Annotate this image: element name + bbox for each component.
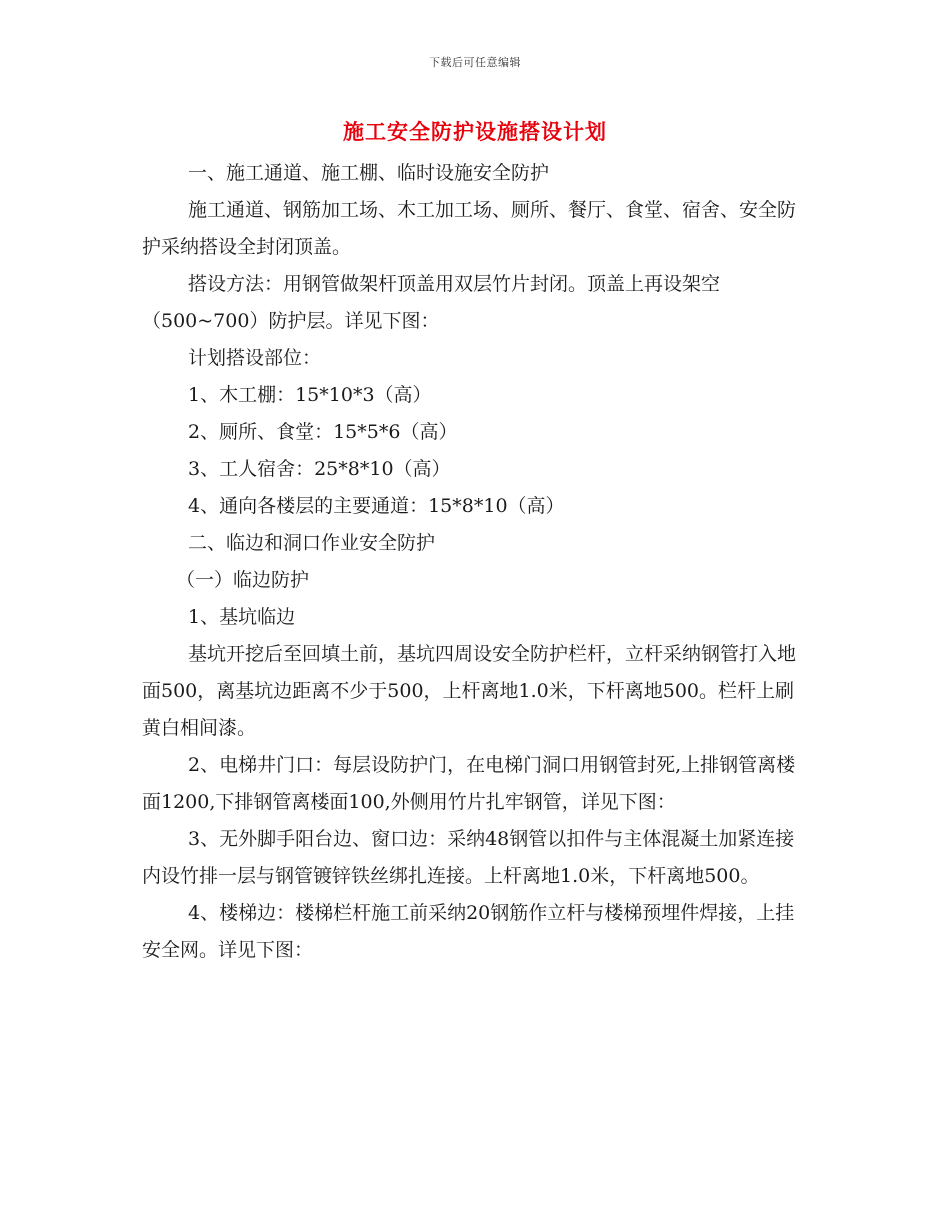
list-item-3: 3、工人宿舍：25*8*10（高）	[188, 458, 451, 480]
paragraph-elevator-shaft: 2、电梯井门口：每层设防护门，在电梯门洞口用钢管封死,上排钢管离楼面1200,下排钢管离楼面100,外侧用竹片扎牢钢管，详见下图：	[142, 754, 796, 813]
paragraph-locations-heading: 计划搭设部位：	[188, 347, 322, 369]
paragraph-balcony-window: 3、无外脚手阳台边、窗口边：采纳48钢管以扣件与主体混凝土加紧连接内设竹排一层与钢管镀锌铁丝绑扎连接。上杆离地1.0米，下杆离地500。	[142, 828, 795, 887]
list-item-1: 1、木工棚：15*10*3（高）	[188, 384, 432, 406]
paragraph-method: 搭设方法：用钢管做架杆顶盖用双层竹片封闭。顶盖上再设架空（500~700）防护层。详见下图：	[142, 273, 721, 332]
section-heading-2: 二、临边和洞口作业安全防护	[188, 532, 436, 554]
paragraph-foundation-pit: 基坑开挖后至回填土前，基坑四周设安全防护栏杆，立杆采纳钢管打入地面500，离基坑边距离不少于500，上杆离地1.0米，下杆离地500。栏杆上刷黄白相间漆。	[142, 643, 797, 739]
list-item-4: 4、通向各楼层的主要通道：15*8*10（高）	[188, 495, 565, 517]
item-heading-foundation-pit: 1、基坑临边	[188, 606, 296, 628]
section-heading-1: 一、施工通道、施工棚、临时设施安全防护	[188, 162, 550, 184]
header-note: 下载后可任意编辑	[429, 56, 521, 69]
document-body	[142, 155, 808, 969]
document-title: 施工安全防护设施搭设计划	[343, 119, 607, 144]
paragraph-facilities: 施工通道、钢筋加工场、木工加工场、厕所、餐厅、食堂、宿舍、安全防护采纳搭设全封闭顶盖。	[142, 199, 797, 258]
paragraph-stair-edge: 4、楼梯边：楼梯栏杆施工前采纳20钢筋作立杆与楼梯预埋件焊接，上挂安全网。详见下图：	[142, 902, 795, 961]
subsection-heading-1: （一）临边防护	[176, 569, 310, 591]
list-item-2: 2、厕所、食堂：15*5*6（高）	[188, 421, 458, 443]
